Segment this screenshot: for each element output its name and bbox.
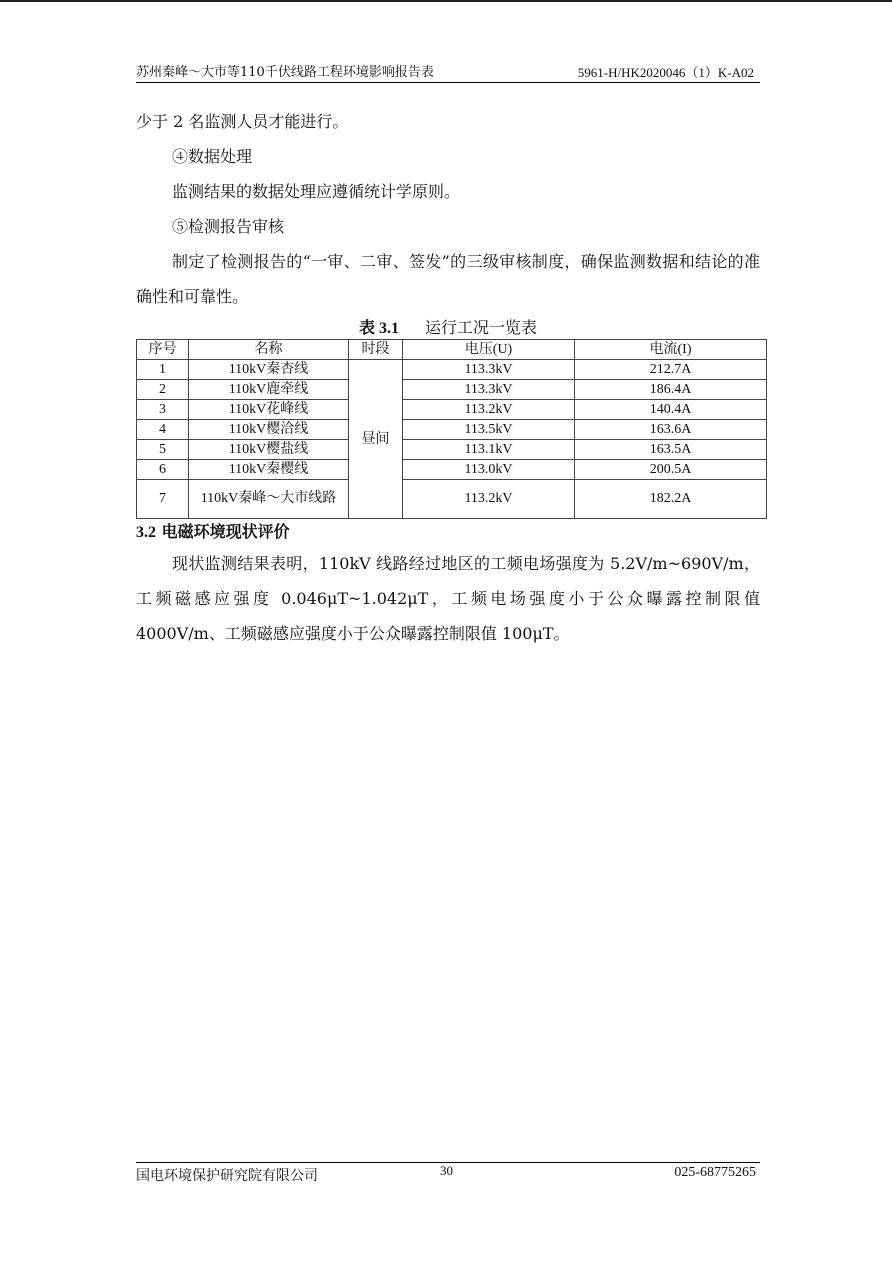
cell-voltage: 113.5kV bbox=[403, 420, 575, 440]
section-title: 电磁环境现状评价 bbox=[161, 522, 290, 541]
header-doc-number: 5961-H/HK2020046（1）K-A02 bbox=[577, 65, 754, 80]
cell-no: 6 bbox=[137, 460, 189, 480]
cell-no: 2 bbox=[137, 380, 189, 400]
cell-no: 3 bbox=[137, 400, 189, 420]
header-cell-name: 名称 bbox=[189, 340, 349, 360]
table-caption-text: 运行工况一览表 bbox=[425, 318, 538, 337]
table-row bbox=[137, 380, 767, 400]
cell-name: 110kV秦峰～大市线路 bbox=[189, 480, 349, 519]
cell-no: 5 bbox=[137, 440, 189, 460]
section-heading bbox=[136, 519, 760, 546]
cell-voltage: 113.0kV bbox=[403, 460, 575, 480]
table-caption-number: 表 3.1 bbox=[358, 320, 399, 337]
page-top-border bbox=[0, 0, 892, 2]
table-header-row bbox=[137, 340, 767, 360]
footer-page-number: 30 bbox=[440, 1163, 453, 1178]
operating-conditions-table bbox=[136, 339, 767, 519]
cell-current: 163.5A bbox=[575, 440, 767, 460]
cell-voltage: 113.2kV bbox=[403, 480, 575, 519]
cell-name: 110kV樱盐线 bbox=[189, 440, 349, 460]
header-title: 苏州秦峰～大市等110千伏线路工程环境影响报告表 bbox=[136, 65, 434, 80]
cell-current: 140.4A bbox=[575, 400, 767, 420]
header-cell-current: 电流(I) bbox=[575, 340, 767, 360]
cell-voltage: 113.1kV bbox=[403, 440, 575, 460]
cell-name: 110kV樱洽线 bbox=[189, 420, 349, 440]
cell-current: 163.6A bbox=[575, 420, 767, 440]
cell-name: 110kV花峰线 bbox=[189, 400, 349, 420]
cell-current: 182.2A bbox=[575, 480, 767, 519]
paragraph-report-review: 制定了检测报告的“一审、二审、签发”的三级审核制度，确保监测数据和结论的准确性和可靠性。 bbox=[136, 252, 760, 306]
cell-voltage: 113.3kV bbox=[403, 380, 575, 400]
page-header bbox=[136, 64, 760, 83]
paragraph-continuation: 少于 2 名监测人员才能进行。 bbox=[136, 112, 349, 131]
cell-no: 1 bbox=[137, 360, 189, 380]
header-cell-no: 序号 bbox=[137, 340, 189, 360]
section-body: 现状监测结果表明，110kV 线路经过地区的工频电场强度为 5.2V/m~690V/m，工频磁感应强度 0.046μT~1.042μT，工频电场强度小于公众曝露控制限值 4000V/m、工频磁感应强度小于公众曝露控制限值 100μT。 bbox=[136, 554, 760, 643]
table-caption bbox=[136, 316, 760, 341]
section-number: 3.2 bbox=[136, 524, 156, 541]
cell-voltage: 113.2kV bbox=[403, 400, 575, 420]
cell-no: 7 bbox=[137, 480, 189, 519]
table-row bbox=[137, 360, 767, 380]
footer-organization: 国电环境保护研究院有限公司 bbox=[136, 1168, 318, 1184]
header-cell-voltage: 电压(U) bbox=[403, 340, 575, 360]
subheading-report-review: ⑤检测报告审核 bbox=[172, 217, 285, 236]
cell-current: 212.7A bbox=[575, 360, 767, 380]
paragraph-data-processing: 监测结果的数据处理应遵循统计学原则。 bbox=[172, 182, 461, 201]
cell-period: 昼间 bbox=[349, 360, 403, 519]
table-row bbox=[137, 460, 767, 480]
footer-phone: 025-68775265 bbox=[674, 1165, 756, 1180]
cell-name: 110kV鹿牵线 bbox=[189, 380, 349, 400]
header-cell-period: 时段 bbox=[349, 340, 403, 360]
cell-name: 110kV秦樱线 bbox=[189, 460, 349, 480]
table-row bbox=[137, 420, 767, 440]
cell-voltage: 113.3kV bbox=[403, 360, 575, 380]
table-row bbox=[137, 400, 767, 420]
cell-no: 4 bbox=[137, 420, 189, 440]
subheading-data-processing: ④数据处理 bbox=[172, 147, 253, 166]
table-row bbox=[137, 440, 767, 460]
page-content bbox=[136, 104, 760, 651]
cell-current: 200.5A bbox=[575, 460, 767, 480]
page-footer bbox=[136, 1162, 760, 1185]
cell-name: 110kV秦杏线 bbox=[189, 360, 349, 380]
cell-current: 186.4A bbox=[575, 380, 767, 400]
table-row bbox=[137, 480, 767, 519]
